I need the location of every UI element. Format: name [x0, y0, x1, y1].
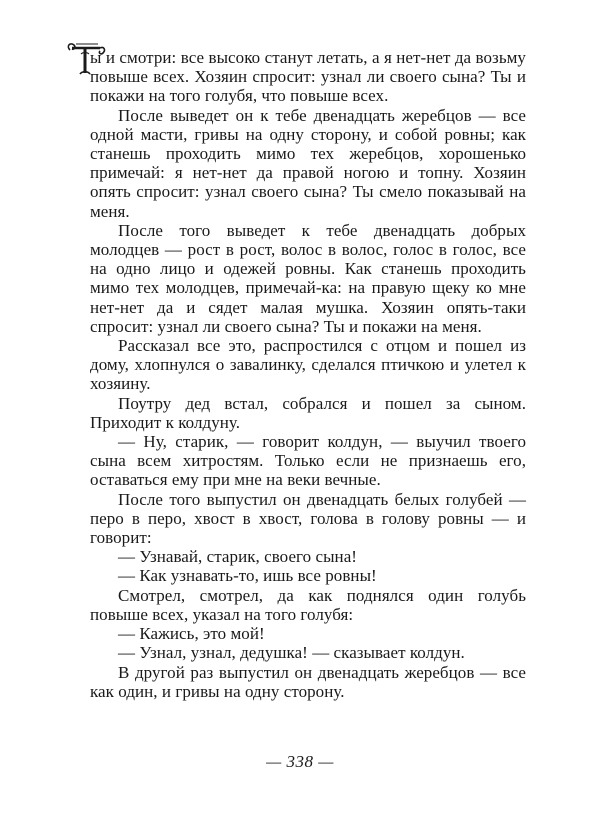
- paragraph: Поутру дед встал, собрался и пошел за сыном. Приходит к колдуну.: [90, 393, 526, 432]
- paragraph: — Ну, старик, — говорит колдун, — выучил твоего сына всем хитростям. Только если не признаешь его, оставаться ему при мне на веки вечные.: [90, 432, 526, 490]
- paragraph: — Как узнавать-то, ишь все ровны!: [118, 566, 377, 586]
- paragraph: Смотрел, смотрел, да как поднялся один голубь повыше всех, указал на того голубя:: [90, 585, 526, 624]
- paragraph: В другой раз выпустил он двенадцать жеребцов — все как один, и гривы на одну сторону.: [90, 662, 526, 701]
- paragraph: ы и смотри: все высоко станут летать, а я нет-нет да возьму повыше всех. Хозяин спросит: узнал ли своего сына? Ты и покажи на того голубя, что повыше всех.: [90, 48, 526, 106]
- paragraph: После того выведет к тебе двенадцать добрых молодцев — рост в рост, волос в волос, голос в голос, все на одно лицо и одежей ровны. Как станешь проходить мимо тех молодцев, примечай-ка: на правую щеку ко мне нет-нет да и сядет малая мушка. Хозяин опять-таки спросит: узнал ли своего сына? Ты и покажи на меня.: [90, 220, 526, 336]
- page-number: — 338 —: [266, 752, 334, 771]
- paragraph: После выведет он к тебе двенадцать жеребцов — все одной масти, гривы на одну сторону, и собой ровны; как станешь проходить мимо тех жеребцов, хорошенько примечай: я нет-нет да правой ногою и топну. Хозяин опять спросит: узнал своего сына? Ты смело показывай на меня.: [90, 105, 526, 221]
- paragraph: Рассказал все это, распростился с отцом и пошел из дому, хлопнулся о завалинку, сделался птичкою и улетел к хозяину.: [90, 336, 526, 394]
- paragraph: — Узнавай, старик, своего сына!: [118, 547, 358, 567]
- paragraph: — Кажись, это мой!: [118, 624, 265, 644]
- paragraph: — Узнал, узнал, дедушка! — сказывает колдун.: [118, 643, 465, 663]
- story-text: [90, 48, 526, 701]
- paragraph: После того выпустил он двенадцать белых голубей — перо в перо, хвост в хвост, голова в голову ровны — и говорит:: [90, 489, 526, 548]
